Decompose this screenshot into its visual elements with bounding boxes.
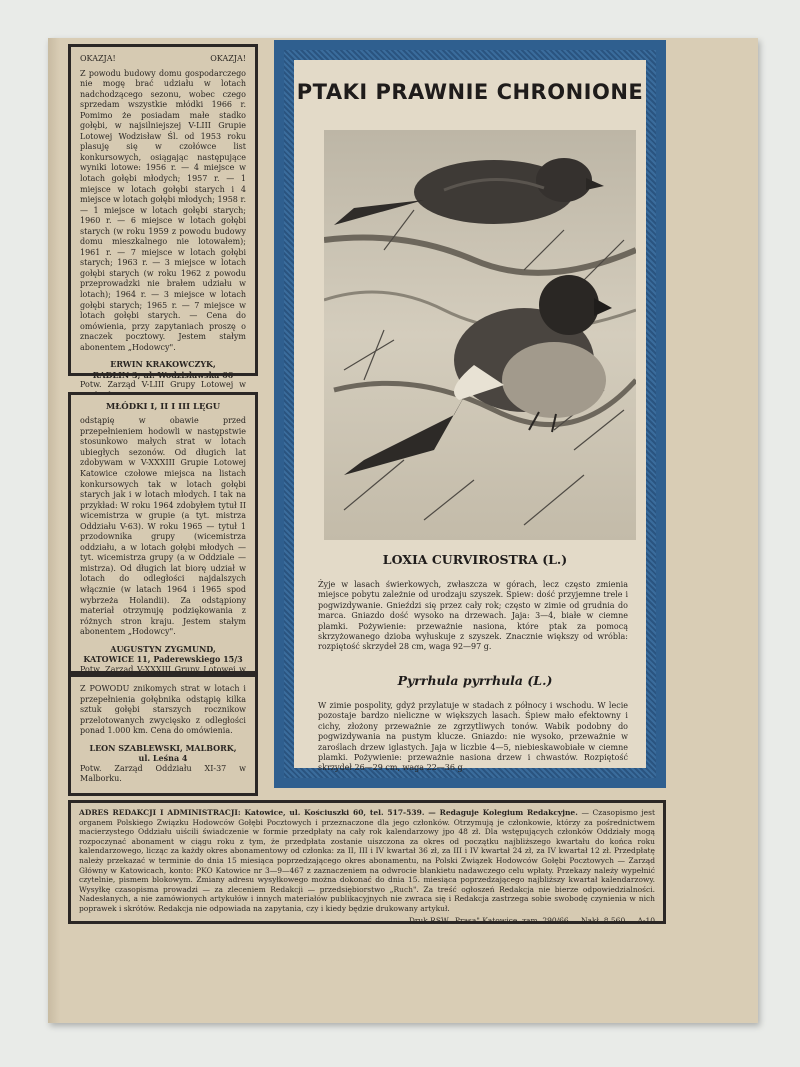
- ad-signature-address: ul. Leśna 4: [138, 753, 188, 764]
- print-info: Druk RSW „Prasa" Katowice, zam. 290/66 — Nakł. 8.560 — A-10: [408, 915, 655, 925]
- bird-illustration: [324, 130, 636, 540]
- feature-content: [294, 60, 646, 773]
- ad-confirmation-note: Potw. Zarząd V-XXXIII Grupy Lotowej w: [80, 664, 246, 674]
- ad-signature-address: KATOWICE 11, Paderewskiego 15/3: [83, 654, 243, 665]
- ad-confirmation-note: Potw. Zarząd Oddziału XI-37 w Malborku.: [80, 763, 246, 784]
- ad-signature-name: AUGUSTYN ZYGMUND,: [110, 643, 216, 654]
- species-description-crossbill: Żyje w lasach świerkowych, zwłaszcza w górach, lecz często zmienia miejsce pobytu zależnie od urodzaju szyszek. Śpiew: dość przyjemne trele i pogwizdywanie. Gnieździ się przez cały rok; często w zimie od grudnia do marca. Gniazdo dość wysoko na drzewach. Jaja: 3—4, białe w ciemne plamki. Pożywienie: przeważnie nasiona, które ptak za pomocą skrzyżowanego dzioba wyłuskuje z szyszek. Znacznie większy od wróbla: rozpiętość skrzydeł 28 cm, waga 92—97 g.: [318, 580, 628, 652]
- ad-signature: [80, 743, 246, 764]
- ad-signature-name: LEON SZABLEWSKI, MALBORK,: [89, 742, 237, 753]
- ad-heading: MŁÓDKI I, II I III LĘGU: [105, 402, 221, 412]
- species-name-bullfinch: Pyrrhula pyrrhula (L.): [397, 673, 553, 688]
- classified-ad-zygmund: [68, 392, 258, 674]
- ad-signature-address: RADLIN 3, ul. Wodzisławska 66: [92, 369, 234, 380]
- classified-ad-szablewski: [68, 674, 258, 796]
- ad-body: odstąpię w obawie przed przepełnieniem hodowli w następstwie stosunkowo małych strat w lotach ubiegłych sezonów. Od długich lat zdobywam w V-XXXIII Grupie Lotowej Katowice czołowe miejsca na listach konkursowych tak w lotach gołębi starych jak i w lotach młodych. I tak na przykład: W roku 1964 zdobyłem tytuł II wicemistrza w grupie (a tyt. mistrza Oddziału V-63). W roku 1965 — tytuł 1 przodownika grupy (wicemistrza oddziału, a w lotach gołębi młodych — tyt. wicemistrza grupy (a w Oddziale — mistrza). Od długich lat biorę udział w lotach do odległości najdalszych włącznie (w latach 1964 i 1965 spod wybrzeża Holandii). Za odstąpiony materiał otrzymuję podziękowania z różnych stron kraju. Jestem stałym abonentem „Hodowcy".: [80, 416, 246, 637]
- bird-drawing-icon: [324, 130, 636, 540]
- ad-body: Z powodu budowy domu gospodarczego nie mogę brać udziału w lotach nadchodzącego sezonu, wobec czego sprzedam wszystkie młódki 1966 r. Pomimo że posiadam małe stadko gołębi, w najsilniejszej V-LIII Grupie Lotowej Wodzisław Śl. od 1953 roku plasuję się w czołówce list konkursowych, osiągając następujące wyniki lotowe: 1956 r. — 4 miejsce w lotach gołębi młodych; 1957 r. — 1 miejsce w lotach gołębi starych i 4 miejsce w lotach gołębi młodych; 1958 r. — 1 miejsce w lotach gołębi starych; 1960 r. — 6 miejsce w lotach gołębi starych (w roku 1959 z powodu budowy domu mieszkalnego nie lotowałem); 1961 r. — 7 miejsce w lotach gołębi starych; 1963 r. — 3 miejsce w lotach gołębi starych (w roku 1962 z powodu przeprowadzki nie brałem udziału w lotach); 1964 r. — 3 miejsce w lotach gołębi starych; 1965 r. — 7 miejsce w lotach gołębi starych. — Cena do omówienia, przy zapytaniach proszę o znaczek pocztowy. Jestem stałym abonentem „Hodowcy".: [80, 68, 246, 352]
- feature-title: PTAKI PRAWNIE CHRONIONE: [296, 80, 644, 104]
- species-description-bullfinch: W zimie pospolity, gdyż przylatuje w stadach z północy i wschodu. W lecie pozostaje bardzo nieliczne w większych lasach. Śpiew mało efektowny i cichy, złożony przeważnie ze zgrzytliwych tonów. Wabik podobny do pogwizdywania na pustym klucze. Gniazdo: nie wysoko, przeważnie w zaroślach drzew iglastych. Jaja w liczbie 4—5, niebieskawobiałe w ciemne plamki. Pożywienie: przeważnie nasiona drzew i chwastów. Rozpiętość skrzydeł 26—29 cm, waga 22—36 g.: [318, 701, 628, 773]
- ad-header: [80, 54, 246, 65]
- ad-header-right: OKAZJA!: [210, 54, 246, 63]
- editorial-address: ADRES REDAKCJI I ADMINISTRACJI: Katowice, ul. Kościuszki 60, tel. 517-539. — Redaguje Kolegium Redakcyjne.: [79, 808, 578, 817]
- feature-frame: [274, 40, 666, 788]
- species-name-crossbill: LOXIA CURVIROSTRA (L.): [382, 552, 568, 567]
- editorial-footer: [68, 800, 666, 924]
- ad-header-left: OKAZJA!: [80, 54, 116, 63]
- ad-signature: [80, 644, 246, 665]
- ad-signature-name: ERWIN KRAKOWCZYK,: [110, 359, 216, 370]
- ad-confirmation-note: Potw. Zarząd V-LIII Grupy Lotowej w: [80, 380, 246, 390]
- ad-signature: [80, 359, 246, 380]
- classified-ad-krakowczyk: [68, 44, 258, 390]
- editorial-terms: — Czasopismo jest organem Polskiego Związku Hodowców Gołębi Pocztowych i przeznaczone dla jego członków. Otrzymują je członkowie, którzy za pośrednictwem macierzystego Oddziału uiścili świadczenie w formie przedpłaty na cały rok kalendarzowy jpo 48 zł. Dla wstępujących członków Oddziały mogą rozpoczynać abonament w ciągu roku z tym, że przedpłata zostanie uiszczona za okres od początku najbliższego kwartału do końca roku kalendarzowego, licząc za każdy okres abonamentowy od członka: za II, III i IV kwartał 36 zł, za III i IV kwartał 24 zł, za IV kwartał 12 zł. Przedpłatę należy przekazać w terminie do dnia 15 miesiąca poprzedzającego okres abonamentu, na Polski Związek Hodowców Gołębi Pocztowych — Zarząd Główny w Katowicach, konto: PKO Katowice nr 3—9—467 z zaznaczeniem na odwrocie blankietu nadawczego celu wpłaty. Przekazy należy wypełnić czytelnie, pismem blokowym. Zmiany adresu wysyłkowego można dokonać do dnia 15. miesiąca poprzedzającego najbliższy kwartał kalendarzowy. Wysyłkę czasopisma prowadzi — za zleceniem Redakcji — przedsiębiorstwo „Ruch". Za treść ogłoszeń Redakcja nie bierze odpowiedzialności. Nadesłanych, a nie zamówionych artykułów i innych materiałów publikacyjnych nie zwraca się i Redakcja zastrzega sobie swobodę czynienia w nich poprawek i skrótów. Redakcja nie odpowiada na zapytania, czy i kiedy będzie drukowany artykuł.: [79, 808, 655, 913]
- ad-body: Z POWODU znikomych strat w lotach i przepełnienia gołębnika odstąpię kilka sztuk gołębi starszych rocznikow przelotowanych zwycięsko z odległości ponad 1.000 km. Cena do omówienia.: [80, 684, 246, 736]
